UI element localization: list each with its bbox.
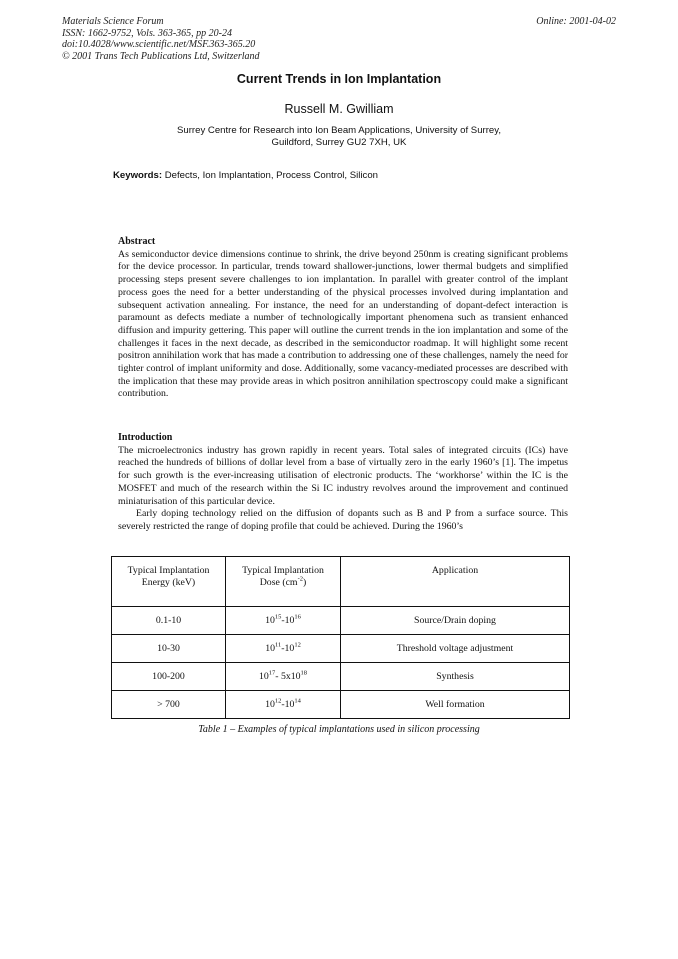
- cell-dose: [226, 663, 341, 691]
- header-energy-line-1: Typical Implantation: [127, 565, 210, 576]
- dose-exponent: 17: [268, 669, 276, 677]
- table-row: [112, 691, 570, 719]
- cell-application: Well formation: [341, 691, 570, 719]
- cell-dose: [226, 691, 341, 719]
- introduction-paragraph-1: The microelectronics industry has grown rapidly in recent years. Total sales of integrated circuits (ICs) have reached the hundreds of billions of dollar level from a base of virtually zero in the early 1960’s [1]. The impetus for such growth is the ever-increasing utilisation of electronic products. The ‘workhorse’ within the IC is the MOSFET and much of the research within the Si IC industry revolves around the improvement and continued miniaturisation of this particular device.: [118, 444, 568, 507]
- introduction-section: [118, 432, 568, 534]
- dose-exponent: 14: [294, 697, 301, 705]
- paper-author: Russell M. Gwilliam: [284, 102, 394, 116]
- dose-base: 10: [265, 643, 275, 654]
- table-caption: Table 1 – Examples of typical implantations used in silicon processing: [198, 724, 480, 735]
- header-energy-line-2: Energy (keV): [141, 577, 196, 588]
- header-dose-line-2: [226, 577, 340, 589]
- dose-exponent: 15: [274, 613, 282, 621]
- cell-application: Synthesis: [341, 663, 570, 691]
- dose-base: 10: [284, 643, 295, 654]
- dose-base: 10: [265, 615, 275, 626]
- header-application: Application: [341, 557, 570, 607]
- dose-exponent: 11: [274, 641, 282, 649]
- dose-exponent: 18: [300, 669, 308, 677]
- keywords-text: Defects, Ion Implantation, Process Control, Silicon: [162, 170, 379, 181]
- dose-base: 10: [284, 615, 295, 626]
- header-dose-line-1: Typical Implantation: [242, 565, 324, 576]
- journal-name: Materials Science Forum: [62, 16, 164, 27]
- affiliation-line-2: Guildford, Surrey GU2 7XH, UK: [271, 137, 407, 148]
- paper-title: Current Trends in Ion Implantation: [236, 72, 442, 86]
- online-date: Online: 2001-04-02: [536, 16, 616, 27]
- dose-separator: -: [281, 643, 285, 654]
- abstract-text: As semiconductor device dimensions continue to shrink, the drive beyond 250nm is creating significant problems for the device processor. In particular, trends toward shallower-junctions, lower thermal budgets and simplified processing steps present severe challenges to ion implantation. In parallel with greater control of the implant process goes the need for a better understanding of the physical processes involved during implantation and subsequent activation annealing. For instance, the need for an understanding of dopant-defect interaction is paramount as defects mediate a number of technologically important phenomena such as transient enhanced diffusion and impurity gettering. This paper will outline the current trends in the ion implantation and some of the challenges it faces in the next decade, as described in the semiconductor roadmap. It will highlight some recent positron annihilation work that has made a contribution to addressing one of these challenges, namely the need for tighter control of implant uniformity and dose. Additionally, some vacancy-mediated processes are described with the implication that these may provide areas in which positron annihilation spectroscopy could make a significant contribution.: [118, 248, 568, 400]
- cell-dose: [226, 607, 341, 635]
- journal-doi: doi:10.4028/www.scientific.net/MSF.363-365.20: [62, 39, 256, 50]
- header-dose: [226, 557, 341, 607]
- header-dose-close: ): [302, 577, 307, 588]
- keywords-label: Keywords:: [113, 170, 163, 181]
- table-row: [112, 663, 570, 691]
- dose-separator: -: [281, 699, 285, 710]
- cell-energy: 100-200: [112, 663, 226, 691]
- header-dose-unit: Dose (cm: [259, 577, 298, 588]
- cell-energy: 0.1-10: [112, 607, 226, 635]
- dose-base: 10: [284, 699, 295, 710]
- dose-exponent: 12: [294, 641, 301, 649]
- dose-base: 10: [258, 671, 269, 682]
- author-affiliation: [0, 125, 678, 149]
- header-dose-exponent: -2: [297, 575, 303, 583]
- abstract-heading: Abstract: [118, 236, 156, 247]
- cell-application: Threshold voltage adjustment: [341, 635, 570, 663]
- introduction-paragraph-2: Early doping technology relied on the diffusion of dopants such as B and P from a surface source. This severely restricted the range of doping profile that could be achieved. During the 1960’s: [118, 508, 568, 532]
- cell-energy: > 700: [112, 691, 226, 719]
- dose-separator: -: [275, 671, 281, 682]
- keywords: [113, 170, 573, 181]
- table-row: [112, 607, 570, 635]
- dose-separator: -: [281, 615, 285, 626]
- journal-masthead: [62, 16, 622, 62]
- table-header-row: [112, 557, 570, 607]
- cell-application: Source/Drain doping: [341, 607, 570, 635]
- header-energy: [112, 557, 226, 607]
- dose-base: 5x10: [280, 671, 301, 682]
- abstract-section: [118, 236, 568, 401]
- cell-energy: 10-30: [112, 635, 226, 663]
- dose-exponent: 16: [294, 613, 301, 621]
- journal-issn: ISSN: 1662-9752, Vols. 363-365, pp 20-24: [62, 27, 232, 39]
- cell-dose: [226, 635, 341, 663]
- dose-exponent: 12: [274, 697, 282, 705]
- introduction-heading: Introduction: [118, 432, 173, 443]
- journal-copyright: © 2001 Trans Tech Publications Ltd, Switzerland: [62, 50, 260, 62]
- dose-base: 10: [265, 699, 275, 710]
- table-row: [112, 635, 570, 663]
- implantation-table: [111, 556, 570, 719]
- affiliation-line-1: Surrey Centre for Research into Ion Beam Applications, University of Surrey,: [176, 125, 502, 136]
